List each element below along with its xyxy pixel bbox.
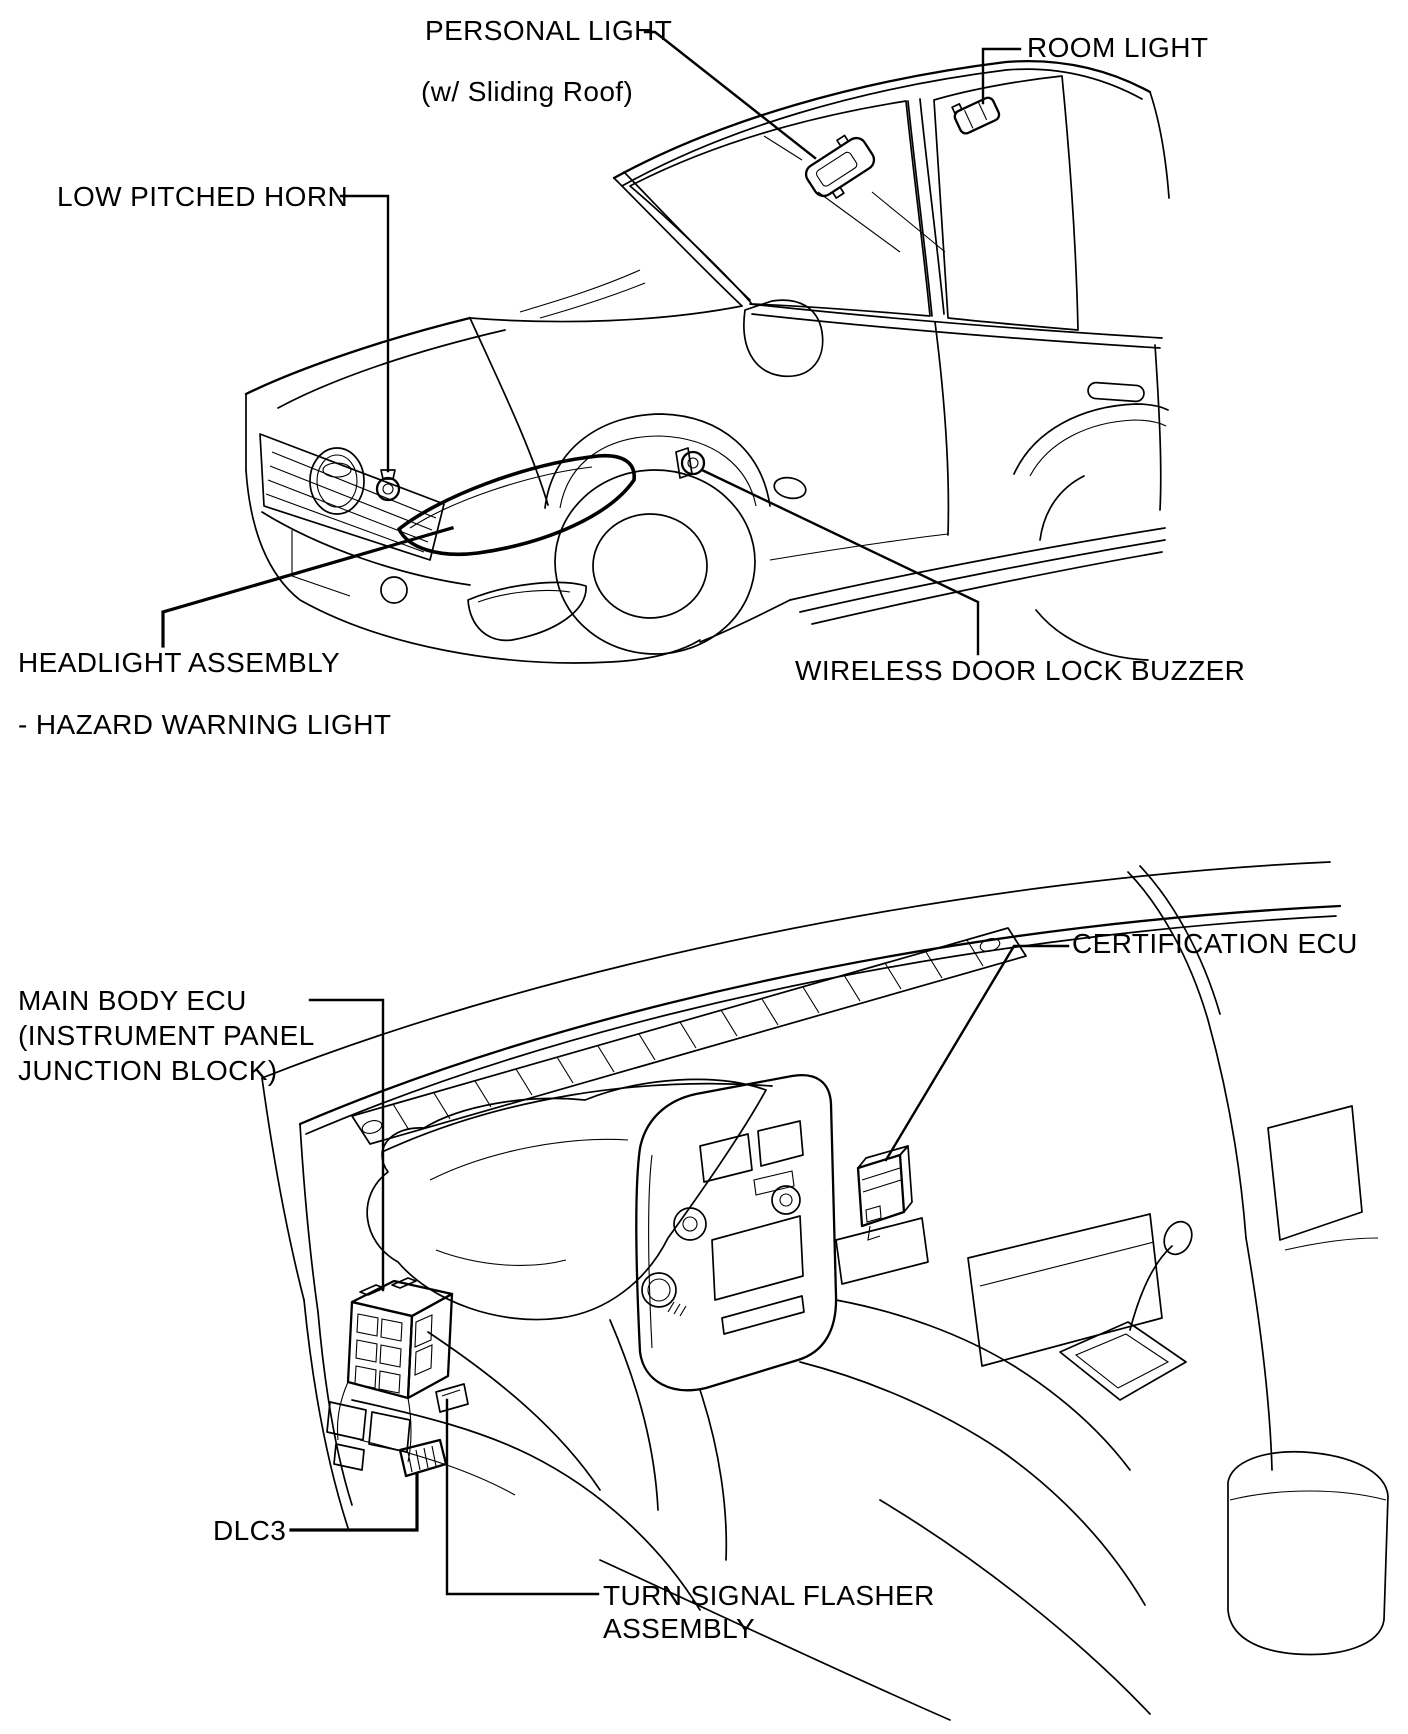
instrument-cluster-hood — [367, 1079, 772, 1319]
a-pillar — [614, 172, 750, 306]
console-armrest — [1228, 1452, 1388, 1655]
label-dlc3: DLC3 — [213, 1515, 287, 1546]
label-room-light: ROOM LIGHT — [1027, 32, 1209, 63]
front-door-window — [630, 101, 930, 316]
defroster-hatch — [393, 940, 983, 1130]
ignition-cylinder — [642, 1273, 686, 1316]
cowl-and-wipers — [470, 270, 742, 322]
center-vent-left — [700, 1134, 752, 1182]
label-main-body-ecu-line3: JUNCTION BLOCK) — [18, 1055, 278, 1086]
rear-door-handle — [1088, 382, 1145, 402]
dash-top — [262, 862, 1340, 1134]
front-wheel — [545, 414, 770, 654]
label-low-pitched-horn: LOW PITCHED HORN — [57, 181, 349, 212]
leader-dlc3 — [291, 1474, 417, 1530]
tow-hook-cover — [381, 577, 407, 603]
leader-main-body-ecu — [310, 1000, 383, 1290]
toyota-emblem — [310, 448, 364, 514]
shift-lever — [1130, 1246, 1172, 1330]
label-personal-light: PERSONAL LIGHT — [425, 15, 673, 46]
leader-certification-ecu — [886, 946, 1068, 1160]
glove-box — [968, 1214, 1162, 1366]
leader-turn-signal-flasher — [447, 1400, 598, 1594]
roof-line — [614, 61, 1169, 198]
label-turn-signal-flasher-line2: ASSEMBLY — [603, 1613, 756, 1644]
center-vent-right — [758, 1121, 803, 1166]
lower-slot — [722, 1296, 804, 1334]
passenger-trim — [836, 1218, 928, 1284]
label-main-body-ecu — [18, 983, 315, 1088]
label-headlight-assembly: HEADLIGHT ASSEMBLY — [18, 647, 341, 678]
leader-wireless-door-lock-buzzer — [702, 470, 978, 654]
leader-room-light — [983, 49, 1020, 103]
door-window — [1268, 1106, 1362, 1240]
left-dash-end — [262, 1078, 352, 1528]
label-personal-light-note: (w/ Sliding Roof) — [421, 76, 634, 107]
radio-knob-right — [772, 1186, 800, 1214]
label-main-body-ecu-line1: MAIN BODY ECU — [18, 985, 247, 1016]
room-light-part — [950, 90, 1001, 135]
label-hazard-warning-light: - HAZARD WARNING LIGHT — [18, 709, 392, 740]
label-certification-ecu: CERTIFICATION ECU — [1072, 928, 1358, 959]
label-main-body-ecu-line2: (INSTRUMENT PANEL — [18, 1020, 315, 1051]
audio-display — [712, 1216, 803, 1300]
door-mirror — [744, 300, 823, 376]
doors — [700, 322, 1165, 642]
personal-light-pointer-a — [818, 192, 900, 252]
label-wireless-door-lock-buzzer: WIRELESS DOOR LOCK BUZZER — [795, 655, 1246, 686]
label-turn-signal-flasher — [603, 1579, 935, 1645]
leader-headlight-assembly — [163, 528, 452, 646]
exterior-car-drawing — [246, 61, 1169, 663]
leader-personal-light — [645, 32, 815, 158]
center-stack — [636, 1075, 836, 1390]
personal-light-part — [798, 128, 881, 205]
lower-dash — [352, 1320, 726, 1610]
front-door-handle — [772, 475, 807, 501]
label-turn-signal-flasher-line1: TURN SIGNAL FLASHER — [603, 1580, 935, 1611]
personal-light-pointer-c — [764, 136, 802, 160]
turn-signal-flasher-part — [436, 1384, 468, 1412]
leader-low-pitched-horn — [341, 196, 388, 471]
